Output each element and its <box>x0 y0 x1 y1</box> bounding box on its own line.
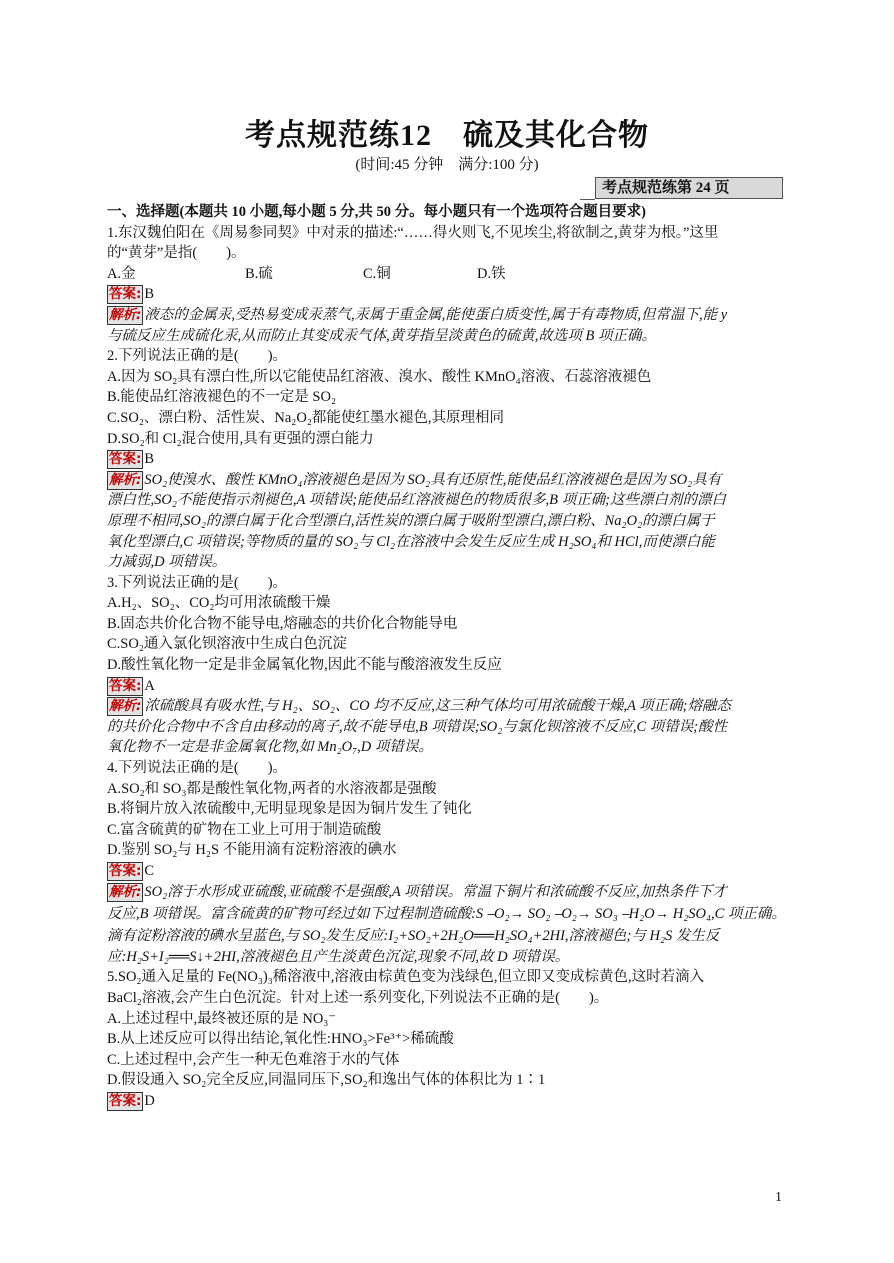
explanation-text: SO₂使溴水、酸性 KMnO₄溶液褪色是因为 SO₂具有还原性,能使品红溶液褪色是因为 SO₂具有 <box>144 471 722 488</box>
page-number: 1 <box>775 1190 782 1205</box>
option-d: D.酸性氧化物一定是非金属氧化物,因此不能与酸溶液发生反应 <box>107 657 502 674</box>
page-reference-tag: 考点规范练第 24 页 <box>595 177 783 199</box>
explanation-line: 漂白性,SO₂不能使指示剂褪色,A 项错误;能使品红溶液褪色的物质很多,B 项正确;这些漂白剂的漂白 <box>107 492 726 509</box>
option-d: D.SO₂和 Cl₂混合使用,具有更强的漂白能力 <box>107 430 374 447</box>
option-b: B.能使品红溶液褪色的不一定是 SO₂ <box>107 389 337 406</box>
answer-line <box>107 861 787 882</box>
option-d: D.鉴别 SO₂与 H₂S 不能用滴有淀粉溶液的碘水 <box>107 842 397 859</box>
answer-label: 答案: <box>109 1092 142 1109</box>
explanation-line: 滴有淀粉溶液的碘水呈蓝色,与 SO₂发生反应:I₂+SO₂+2H₂O══H₂SO₄+2HI,溶液褪色;与 H₂S 发生反 <box>107 928 720 945</box>
explanation-line <box>107 882 787 903</box>
option-c: C.SO₂、漂白粉、活性炭、Na₂O₂都能使红墨水褪色,其原理相同 <box>107 409 504 426</box>
answer-line <box>107 676 787 697</box>
tag-divider <box>580 199 595 200</box>
option-a: A.SO₂和 SO₃都是酸性氧化物,两者的水溶液都是强酸 <box>107 780 437 797</box>
option-c: C.铜 <box>363 265 391 282</box>
explanation-line <box>107 305 787 326</box>
answer-value: B <box>144 451 155 468</box>
option-b: B.从上述反应可以得出结论,氧化性:HNO₃>Fe³⁺>稀硫酸 <box>107 1031 454 1048</box>
question-stem: 4.下列说法正确的是( )。 <box>107 760 288 777</box>
answer-value: A <box>144 677 155 694</box>
question-3 <box>107 573 787 758</box>
answer-label: 答案: <box>109 286 142 303</box>
answer-value: D <box>144 1092 155 1109</box>
explanation-line: 氧化型漂白,C 项错误;等物质的量的 SO₂与 Cl₂在溶液中会发生反应生成 H₂SO₄和 HCl,而使漂白能 <box>107 533 715 550</box>
content <box>107 202 787 1112</box>
answer-value: B <box>144 286 155 303</box>
explanation-line: 反应,B 项错误。富含硫黄的矿物可经过如下过程制造硫酸:S ⎯O₂→ SO₂ ⎯O₂→ SO₃ ⎯H₂O→ H₂SO₄,C 项正确。 <box>107 906 786 923</box>
option-d: D.铁 <box>477 265 506 282</box>
option-a: A.金 <box>107 265 136 282</box>
explain-label: 解析: <box>109 883 142 900</box>
explanation-line: 的共价化合物中不含自由移动的离子,故不能导电,B 项错误;SO₂与氯化钡溶液不反应,C 项错误;酸性 <box>107 718 728 735</box>
explanation-line: 与硫反应生成硫化汞,从而防止其变成汞气体,黄芽指呈淡黄色的硫黄,故选项 B 项正确。 <box>107 327 656 344</box>
question-stem: 1.东汉魏伯阳在《周易参同契》中对汞的描述:“……得火则飞,不见埃尘,将欲制之,黄芽为根。”这里 <box>107 224 719 241</box>
answer-line <box>107 449 787 470</box>
explanation-line: 原理不相同,SO₂的漂白属于化合型漂白,活性炭的漂白属于吸附型漂白,漂白粉、Na₂O₂的漂白属于 <box>107 512 715 529</box>
explain-label: 解析: <box>109 471 142 488</box>
option-b: B.固态共价化合物不能导电,熔融态的共价化合物能导电 <box>107 615 458 632</box>
answer-label: 答案: <box>109 677 142 694</box>
question-stem: 的“黄芽”是指( )。 <box>107 245 246 262</box>
explanation-text: 浓硫酸具有吸水性,与 H₂、SO₂、CO 均不反应,这三种气体均可用浓硫酸干燥,A 项正确;熔融态 <box>144 698 731 715</box>
question-4 <box>107 758 787 967</box>
answer-value: C <box>144 863 155 879</box>
explanation-line <box>107 696 787 717</box>
question-5 <box>107 967 787 1111</box>
page-subtitle: (时间:45 分钟 满分:100 分) <box>355 157 539 173</box>
question-2 <box>107 346 787 573</box>
explain-label: 解析: <box>109 698 142 715</box>
option-c: C.上述过程中,会产生一种无色难溶于水的气体 <box>107 1051 400 1068</box>
question-stem: 5.SO₂通入足量的 Fe(NO₃)₃稀溶液中,溶液由棕黄色变为浅绿色,但立即又变成棕黄色,这时若滴入 <box>107 969 705 986</box>
explanation-text: SO₂溶于水形成亚硫酸,亚硫酸不是强酸,A 项错误。常温下铜片和浓硫酸不反应,加热条件下才 <box>144 883 727 900</box>
option-b: B.硫 <box>245 265 273 282</box>
question-stem: 3.下列说法正确的是( )。 <box>107 574 288 591</box>
explanation-line <box>107 470 787 491</box>
explanation-line: 应:H₂S+I₂══S↓+2HI,溶液褪色且产生淡黄色沉淀,现象不同,故 D 项错误。 <box>107 948 570 965</box>
answer-line <box>107 284 787 305</box>
question-stem: BaCl₂溶液,会产生白色沉淀。针对上述一系列变化,下列说法不正确的是( )。 <box>107 989 609 1006</box>
section-header: 一、选择题(本题共 10 小题,每小题 5 分,共 50 分。每小题只有一个选项符合题目要求) <box>107 204 646 220</box>
explanation-line: 力减弱,D 项错误。 <box>107 554 227 571</box>
answer-label: 答案: <box>109 451 142 468</box>
option-a: A.上述过程中,最终被还原的是 NO₃⁻ <box>107 1010 336 1027</box>
page-title: 考点规范练12 硫及其化合物 <box>245 119 649 152</box>
explanation-line: 氧化物不一定是非金属氧化物,如 Mn₂O₇,D 项错误。 <box>107 739 433 756</box>
answer-line <box>107 1091 787 1112</box>
option-c: C.富含硫黄的矿物在工业上可用于制造硫酸 <box>107 821 382 838</box>
answer-label: 答案: <box>109 863 142 879</box>
option-a: A.H₂、SO₂、CO₂均可用浓硫酸干燥 <box>107 595 331 612</box>
explanation-text: 液态的金属汞,受热易变成汞蒸气,汞属于重金属,能使蛋白质变性,属于有毒物质,但常温下,能 y <box>144 306 728 323</box>
option-a: A.因为 SO₂具有漂白性,所以它能使品红溶液、溴水、酸性 KMnO₄溶液、石蕊溶液褪色 <box>107 368 652 385</box>
option-b: B.将铜片放入浓硫酸中,无明显现象是因为铜片发生了钝化 <box>107 801 472 818</box>
question-1 <box>107 223 787 347</box>
option-c: C.SO₂通入氯化钡溶液中生成白色沉淀 <box>107 636 347 653</box>
options-row <box>107 264 787 285</box>
question-stem: 2.下列说法正确的是( )。 <box>107 348 288 365</box>
option-d: D.假设通入 SO₂完全反应,同温同压下,SO₂和逸出气体的体积比为 1∶1 <box>107 1072 546 1089</box>
explain-label: 解析: <box>109 306 142 323</box>
